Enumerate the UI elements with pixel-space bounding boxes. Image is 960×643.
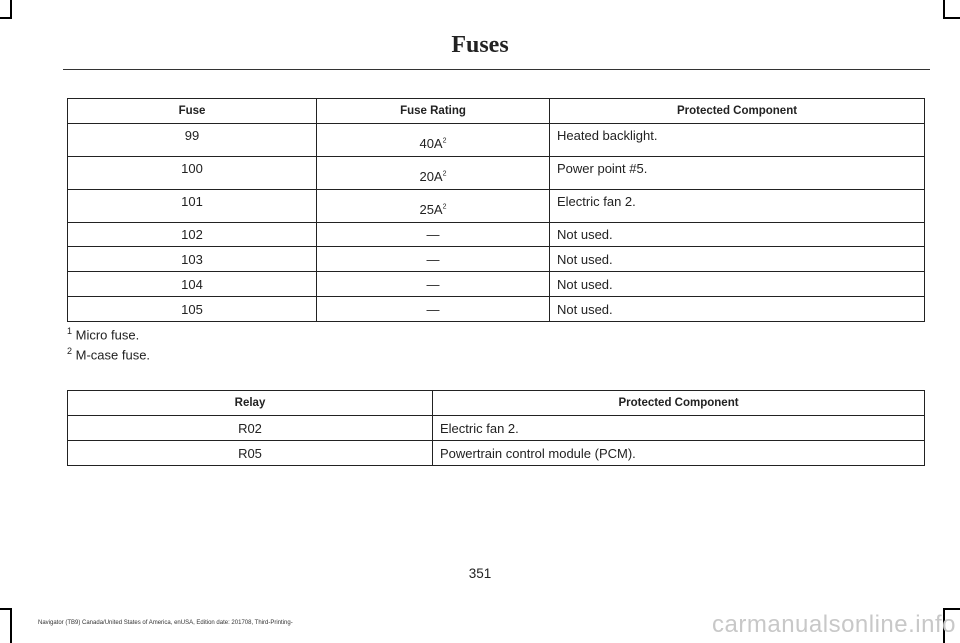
relay-table-header-row [68, 391, 925, 416]
protected-component: Not used. [550, 223, 925, 247]
crop-mark [943, 608, 960, 610]
watermark: carmanualsonline.info [712, 611, 956, 638]
header-relay: Relay [68, 391, 433, 416]
table-row [68, 157, 925, 190]
fuse-number: 103 [68, 247, 317, 272]
crop-mark [943, 17, 960, 19]
table-row [68, 190, 925, 223]
fuse-rating: — [317, 272, 550, 297]
table-row [68, 297, 925, 322]
footnote-mark: 2 [67, 346, 73, 356]
footnote-text: Micro fuse. [72, 327, 140, 343]
table-row [68, 416, 925, 441]
header-protected-component: Protected Component [433, 391, 925, 416]
fuse-table [67, 98, 925, 322]
rating-value: 20A [419, 169, 443, 184]
fuse-rating [317, 157, 550, 190]
rating-footnote-mark: 2 [442, 203, 447, 211]
footnote [67, 346, 150, 362]
fuse-rating [317, 190, 550, 223]
crop-mark [943, 0, 945, 18]
table-row [68, 272, 925, 297]
protected-component: Electric fan 2. [433, 416, 925, 441]
relay-number: R02 [68, 416, 433, 441]
table-row [68, 441, 925, 466]
footnote-text: M-case fuse. [72, 347, 151, 363]
rating-value: 25A [419, 202, 443, 217]
header-protected-component: Protected Component [550, 99, 925, 124]
fuse-number: 104 [68, 272, 317, 297]
protected-component: Electric fan 2. [550, 190, 925, 223]
header-fuse-rating: Fuse Rating [317, 99, 550, 124]
title-divider [63, 69, 930, 70]
footnote-mark: 1 [67, 326, 73, 336]
protected-component: Power point #5. [550, 157, 925, 190]
protected-component: Not used. [550, 247, 925, 272]
fuse-rating: — [317, 247, 550, 272]
fuse-number: 101 [68, 190, 317, 223]
protected-component: Heated backlight. [550, 124, 925, 157]
rating-footnote-mark: 2 [442, 170, 447, 178]
fuse-number: 105 [68, 297, 317, 322]
fuse-rating: — [317, 223, 550, 247]
crop-mark [10, 608, 12, 643]
table-row [68, 223, 925, 247]
rating-value: 40A [419, 136, 443, 151]
crop-mark [0, 17, 12, 19]
page-number: 351 [468, 566, 492, 581]
footnote [67, 326, 139, 342]
fuse-rating: — [317, 297, 550, 322]
fuse-number: 99 [68, 124, 317, 157]
protected-component: Not used. [550, 297, 925, 322]
table-row [68, 124, 925, 157]
fuse-rating [317, 124, 550, 157]
rating-footnote-mark: 2 [442, 137, 447, 145]
fuse-number: 100 [68, 157, 317, 190]
fuse-number: 102 [68, 223, 317, 247]
table-row [68, 247, 925, 272]
protected-component: Powertrain control module (PCM). [433, 441, 925, 466]
footer-text: Navigator (TB9) Canada/United States of America, enUSA, Edition date: 201708, Third-Printing- [38, 620, 293, 626]
header-fuse: Fuse [68, 99, 317, 124]
protected-component: Not used. [550, 272, 925, 297]
relay-table [67, 390, 925, 466]
page-title: Fuses [451, 32, 509, 58]
fuse-table-header-row [68, 99, 925, 124]
crop-mark [0, 608, 12, 610]
crop-mark [10, 0, 12, 18]
relay-number: R05 [68, 441, 433, 466]
